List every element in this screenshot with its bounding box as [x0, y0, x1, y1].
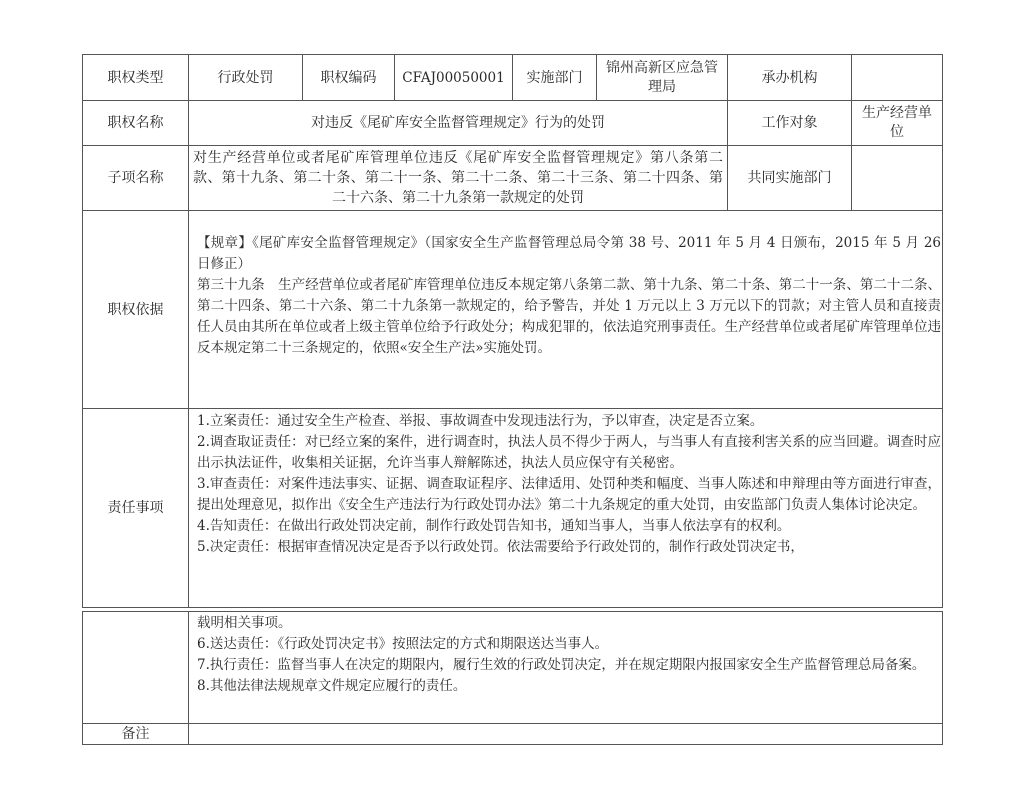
joint-dept-value — [852, 146, 942, 210]
sub-item-name-value: 对生产经营单位或者尾矿库管理单位违反《尾矿库安全监督管理规定》第八条第二款、第十九条、第二十条、第二十一条、第二十二条、第二十三条、第二十四条、第二十六条、第二十九条第一款规定的处罚 — [193, 150, 723, 206]
border — [596, 54, 597, 100]
label-power-name: 职权名称 — [107, 115, 164, 131]
power-type-value: 行政处罚 — [217, 69, 274, 86]
responsibility-list-continued — [197, 613, 941, 697]
label-handling-org: 承办机构 — [761, 69, 818, 86]
label-implementing-dept: 实施部门 — [526, 69, 583, 86]
border — [82, 408, 943, 409]
border — [82, 607, 943, 608]
label-responsibility: 责任事项 — [107, 500, 164, 516]
label-sub-item-name: 子项名称 — [107, 170, 164, 186]
border — [942, 54, 943, 607]
responsibility-item: 载明相关事项。 — [197, 615, 292, 631]
responsibility-item: 1.立案责任：通过安全生产检查、举报、事故调查中发现违法行为，予以审查，决定是否立案。 — [197, 413, 764, 429]
border — [82, 744, 943, 745]
basis-paragraph-2: 第三十九条 生产经营单位或者尾矿库管理单位违反本规定第八条第二款、第十九条、第二十条、第二十一条、第二十二条、第二十四条、第二十六条、第二十九条第一款规定的，给予警告，并处 1 万元以上 3 万元以下的罚款；对主管人员和直接责任人员由其所在单位或者上级主管单位给予行政处分；构成犯罪的，依法追究刑事责任。生产经营单位或者尾矿库管理单位违反本规定第二十三条规定的，依照«安全生产法»实施处罚。 — [197, 277, 941, 356]
power-name-value: 对违反《尾矿库安全监督管理规定》行为的处罚 — [311, 115, 605, 131]
border — [82, 611, 943, 612]
responsibility-item: 7.执行责任：监督当事人在决定的期限内，履行生效的行政处罚决定，并在规定期限内报国家安全生产监督管理总局备案。 — [197, 657, 926, 673]
border — [942, 611, 943, 745]
responsibility-item: 6.送达责任：《行政处罚决定书》按照法定的方式和期限送达当事人。 — [197, 636, 609, 652]
border — [188, 611, 189, 745]
label-work-object: 工作对象 — [761, 115, 818, 131]
basis-paragraph-1: 【规章】《尾矿库安全监督管理规定》（国家安全生产监督管理总局令第 38 号、2011 年 5 月 4 日颁布，2015 年 5 月 26 日修正） — [197, 235, 941, 272]
responsibility-list — [197, 411, 941, 558]
label-power-basis: 职权依据 — [107, 301, 164, 318]
label-remarks: 备注 — [121, 726, 150, 742]
power-code-value: CFAJ00050001 — [402, 69, 505, 86]
implementing-dept-value: 锦州高新区应急管理局 — [606, 59, 718, 95]
label-power-code: 职权编码 — [320, 69, 377, 86]
work-object-value: 生产经营单位 — [862, 105, 932, 140]
responsibility-item: 8.其他法律法规规章文件规定应履行的责任。 — [197, 678, 467, 694]
remarks-value — [195, 724, 935, 744]
handling-org-value — [852, 55, 942, 100]
responsibility-item: 5.决定责任：根据审查情况决定是否予以行政处罚。依法需要给予行政处罚的，制作行政处罚决定书， — [197, 539, 804, 555]
responsibility-item: 3.审查责任：对案件违法事实、证据、调查取证程序、法律适用、处罚种类和幅度、当事人陈述和申辩理由等方面进行审查，提出处理意见，拟作出《安全生产违法行为行政处罚办法》第二十九条规定的重大处罚，由安监部门负责人集体讨论决定。 — [197, 476, 941, 513]
power-basis-text — [197, 233, 941, 359]
label-joint-dept: 共同实施部门 — [747, 170, 832, 186]
border — [82, 210, 943, 211]
label-power-type: 职权类型 — [107, 69, 164, 86]
responsibility-item: 4.告知责任：在做出行政处罚决定前，制作行政处罚告知书，通知当事人，当事人依法享有的权利。 — [197, 518, 791, 534]
responsibility-item: 2.调查取证责任：对已经立案的案件，进行调查时，执法人员不得少于两人，与当事人有直接利害关系的应当回避。调查时应出示执法证件，收集相关证据，允许当事人辩解陈述，执法人员应保守有关秘密。 — [197, 434, 941, 471]
